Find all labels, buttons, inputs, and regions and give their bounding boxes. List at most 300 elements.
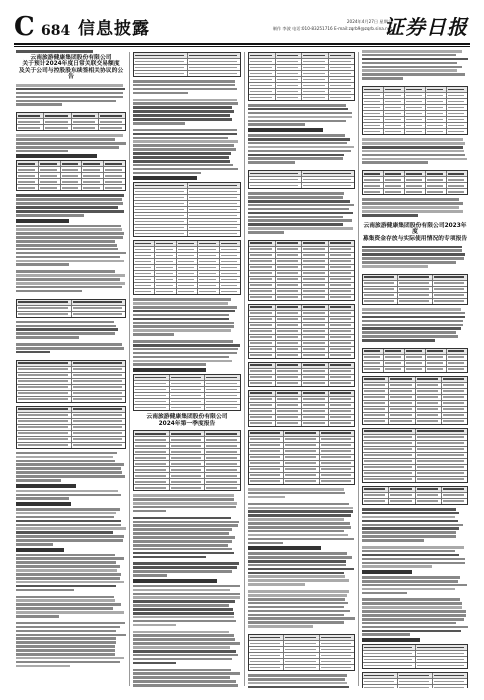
table-cell xyxy=(177,271,198,276)
table-cell xyxy=(363,395,389,400)
subheading-bar xyxy=(248,546,321,550)
table-cell xyxy=(17,413,72,418)
table-cell xyxy=(363,355,384,360)
text-line xyxy=(362,142,465,145)
table-cell xyxy=(363,177,384,182)
table-cell xyxy=(320,455,354,460)
table-cell xyxy=(134,485,170,490)
table-cell xyxy=(389,377,415,382)
table-cell xyxy=(276,59,303,64)
table-cell xyxy=(405,361,426,366)
spacer xyxy=(362,269,468,272)
table-cell xyxy=(249,177,302,182)
table-cell xyxy=(389,401,415,406)
text-line xyxy=(16,516,114,519)
text-line xyxy=(16,225,121,228)
text-line xyxy=(133,498,234,501)
table-cell xyxy=(329,271,355,276)
table-cell xyxy=(249,259,276,264)
table-row xyxy=(249,295,354,300)
table-row xyxy=(17,443,125,448)
text-line xyxy=(133,596,240,599)
text-line xyxy=(133,642,240,645)
text-line xyxy=(16,645,115,648)
text-line xyxy=(362,324,463,327)
text-line xyxy=(133,650,236,653)
table-cell xyxy=(134,283,155,288)
table-cell xyxy=(134,231,188,236)
table-cell xyxy=(384,111,405,116)
table-cell xyxy=(276,353,303,358)
table-cell xyxy=(72,385,126,390)
table-cell xyxy=(17,419,72,424)
text-line xyxy=(362,54,456,57)
spacer xyxy=(362,165,468,168)
table-cell xyxy=(284,473,319,478)
table-cell xyxy=(72,443,126,448)
table-cell xyxy=(249,311,276,316)
table-cell xyxy=(104,167,125,172)
table-cell xyxy=(104,179,125,184)
table-cell xyxy=(416,487,442,492)
table-cell xyxy=(363,183,384,188)
table-cell xyxy=(302,363,329,368)
table-cell xyxy=(276,311,303,316)
text-line xyxy=(133,502,237,505)
text-line xyxy=(248,575,345,578)
table-cell xyxy=(447,87,467,92)
text-line xyxy=(16,194,124,197)
text-line xyxy=(248,598,345,601)
table-cell xyxy=(276,381,303,386)
table-cell xyxy=(249,641,284,646)
table-cell xyxy=(363,465,416,470)
table-cell xyxy=(249,381,276,386)
table-cell xyxy=(17,167,39,172)
table-cell xyxy=(384,349,405,354)
table-cell xyxy=(134,183,188,188)
data-table xyxy=(248,170,355,189)
masthead xyxy=(14,12,470,42)
table-cell xyxy=(134,225,188,230)
table-cell xyxy=(416,441,468,446)
table-cell xyxy=(426,117,447,122)
table-cell xyxy=(249,437,284,442)
table-cell xyxy=(134,399,170,404)
data-table xyxy=(248,362,355,387)
text-line xyxy=(248,161,295,164)
data-table xyxy=(248,390,355,427)
text-line xyxy=(362,146,463,149)
table-cell xyxy=(442,493,467,498)
text-line xyxy=(16,456,113,459)
table-cell xyxy=(276,253,303,258)
table-cell xyxy=(155,271,176,276)
text-line xyxy=(362,154,465,157)
table-cell xyxy=(249,449,284,454)
table-cell xyxy=(249,277,276,282)
table-cell xyxy=(320,635,354,640)
text-line xyxy=(16,206,118,209)
text-line xyxy=(133,333,174,336)
table-cell xyxy=(302,323,329,328)
date-line: 2024年4月27日 星期六 xyxy=(346,19,392,24)
table-cell xyxy=(363,471,416,476)
table-cell xyxy=(99,119,125,124)
text-line xyxy=(362,210,463,213)
table-cell xyxy=(363,453,416,458)
text-line xyxy=(248,212,353,215)
table-cell xyxy=(249,183,302,188)
table-cell xyxy=(329,59,355,64)
table-cell xyxy=(329,71,355,76)
table-cell xyxy=(155,259,176,264)
table-cell xyxy=(72,413,126,418)
text-line xyxy=(248,192,344,195)
table-cell xyxy=(276,329,303,334)
text-line xyxy=(248,579,349,582)
text-line xyxy=(362,62,457,65)
column-3 xyxy=(248,50,355,688)
table-row xyxy=(17,312,125,317)
table-cell xyxy=(276,83,303,88)
table-cell xyxy=(276,241,303,246)
table-cell xyxy=(284,437,319,442)
table-cell xyxy=(17,425,72,430)
data-table xyxy=(362,428,468,483)
table-row xyxy=(363,189,467,194)
text-line xyxy=(133,506,236,509)
text-line xyxy=(248,157,343,160)
text-line xyxy=(362,198,459,201)
table-cell xyxy=(416,645,468,650)
table-cell xyxy=(61,173,83,178)
table-cell xyxy=(134,405,170,410)
table-cell xyxy=(220,241,240,246)
spacer xyxy=(362,343,468,346)
table-cell xyxy=(177,259,198,264)
table-cell xyxy=(134,207,188,212)
table-cell xyxy=(72,119,99,124)
announcement-title-line: 募集资金存放与实际使用情况的专项报告 xyxy=(362,236,468,242)
text-line xyxy=(16,150,68,153)
table-cell xyxy=(329,323,355,328)
text-line xyxy=(362,249,462,252)
table-cell xyxy=(384,93,405,98)
table-cell xyxy=(249,347,276,352)
table-cell xyxy=(302,65,329,70)
text-line xyxy=(248,682,347,685)
text-line xyxy=(248,123,305,126)
text-line xyxy=(133,494,234,497)
text-line xyxy=(16,589,74,592)
table-cell xyxy=(276,295,303,300)
table-cell xyxy=(155,253,176,258)
table-cell xyxy=(384,183,405,188)
text-line xyxy=(362,206,459,209)
text-line xyxy=(133,172,201,175)
table-cell xyxy=(363,287,398,292)
table-cell xyxy=(302,247,329,252)
column-2 xyxy=(133,50,241,688)
table-cell xyxy=(363,383,389,388)
table-cell xyxy=(389,413,415,418)
table-cell xyxy=(329,335,355,340)
text-line xyxy=(248,522,350,525)
table-cell xyxy=(82,173,104,178)
table-cell xyxy=(442,389,467,394)
text-line xyxy=(248,138,350,141)
table-cell xyxy=(416,435,468,440)
text-line xyxy=(362,327,461,330)
table-cell xyxy=(363,679,398,684)
text-line xyxy=(362,520,458,523)
text-line xyxy=(248,594,347,597)
table-cell xyxy=(442,395,467,400)
table-cell xyxy=(188,231,241,236)
text-line xyxy=(16,611,124,614)
data-table xyxy=(248,634,355,671)
text-line xyxy=(362,265,428,268)
data-table xyxy=(133,182,241,237)
announcement-company: 云南旅游健康集团股份有限公司2023年度 xyxy=(363,222,467,236)
text-line xyxy=(248,510,353,513)
subheading-bar xyxy=(362,638,420,642)
table-cell xyxy=(177,253,198,258)
text-line xyxy=(16,248,118,251)
table-cell xyxy=(249,397,276,402)
table-cell xyxy=(426,123,447,128)
table-cell xyxy=(384,123,405,128)
table-cell xyxy=(249,83,276,88)
table-cell xyxy=(205,455,240,460)
text-line xyxy=(133,600,235,603)
table-cell xyxy=(188,201,241,206)
text-line xyxy=(16,512,116,515)
data-table xyxy=(133,240,241,295)
table-cell xyxy=(276,347,303,352)
column-1 xyxy=(16,50,126,688)
table-cell xyxy=(188,225,241,230)
table-cell xyxy=(329,397,355,402)
table-row xyxy=(363,129,467,134)
table-cell xyxy=(177,289,198,294)
text-line xyxy=(133,340,233,343)
table-cell xyxy=(302,71,329,76)
text-line xyxy=(133,593,240,596)
text-line xyxy=(133,676,230,679)
table-cell xyxy=(17,125,44,130)
table-cell xyxy=(416,413,442,418)
table-cell xyxy=(398,275,433,280)
table-cell xyxy=(384,177,405,182)
table-cell xyxy=(155,289,176,294)
text-line xyxy=(16,661,120,664)
table-cell xyxy=(134,189,188,194)
text-line xyxy=(133,329,231,332)
text-line xyxy=(362,77,403,80)
subheading-bar xyxy=(133,368,206,372)
text-line xyxy=(248,564,346,567)
table-cell xyxy=(134,461,170,466)
table-cell xyxy=(276,277,303,282)
table-cell xyxy=(329,247,355,252)
table-cell xyxy=(405,99,426,104)
table-cell xyxy=(177,247,198,252)
table-cell xyxy=(389,407,415,412)
table-cell xyxy=(249,353,276,358)
text-line xyxy=(362,316,465,319)
text-line xyxy=(248,542,283,545)
text-line xyxy=(16,138,115,141)
data-table xyxy=(362,170,468,195)
table-cell xyxy=(72,113,99,118)
table-cell xyxy=(363,419,389,424)
table-cell xyxy=(320,449,354,454)
table-cell xyxy=(17,367,72,372)
text-line xyxy=(16,263,69,266)
text-line xyxy=(16,581,124,584)
table-cell xyxy=(320,443,354,448)
table-cell xyxy=(426,129,447,134)
table-cell xyxy=(302,353,329,358)
table-cell xyxy=(302,403,329,408)
table-cell xyxy=(363,645,416,650)
table-cell xyxy=(447,93,467,98)
table-cell xyxy=(389,389,415,394)
table-cell xyxy=(134,455,170,460)
spacer xyxy=(362,218,468,221)
text-line xyxy=(248,142,347,145)
table-cell xyxy=(72,373,126,378)
table-cell xyxy=(17,113,44,118)
table-cell xyxy=(405,349,426,354)
table-cell xyxy=(155,265,176,270)
text-line xyxy=(133,589,230,592)
table-cell xyxy=(170,393,206,398)
table-cell xyxy=(17,179,39,184)
table-cell xyxy=(17,312,72,317)
table-cell xyxy=(447,177,467,182)
table-cell xyxy=(363,487,389,492)
table-cell xyxy=(416,383,442,388)
text-line xyxy=(16,202,123,205)
data-table xyxy=(133,52,241,77)
table-cell xyxy=(276,305,303,310)
text-line xyxy=(362,320,463,323)
table-cell xyxy=(134,219,188,224)
table-cell xyxy=(249,323,276,328)
announcement-heading xyxy=(362,223,468,243)
table-cell xyxy=(329,363,355,368)
text-line xyxy=(362,584,467,587)
text-line xyxy=(133,616,234,619)
newspaper-logo: 证券日报 xyxy=(384,15,468,39)
table-cell xyxy=(416,401,442,406)
table-cell xyxy=(82,179,104,184)
text-line xyxy=(362,626,468,629)
text-line xyxy=(133,548,232,551)
subheading-bar xyxy=(16,154,97,158)
table-cell xyxy=(302,409,329,414)
table-cell xyxy=(134,265,155,270)
table-row xyxy=(17,397,125,402)
text-line xyxy=(133,566,237,569)
table-cell xyxy=(426,99,447,104)
text-line xyxy=(16,475,125,478)
table-cell xyxy=(329,369,355,374)
announcement-company: 云南旅游健康集团股份有限公司 xyxy=(30,54,112,61)
table-cell xyxy=(72,425,126,430)
table-cell xyxy=(363,499,389,504)
table-row xyxy=(134,231,240,236)
table-row xyxy=(249,665,354,670)
text-line xyxy=(362,592,407,595)
table-cell xyxy=(249,317,276,322)
table-cell xyxy=(442,419,467,424)
text-line xyxy=(16,100,116,103)
text-line xyxy=(133,114,230,117)
table-cell xyxy=(405,367,426,372)
table-cell xyxy=(363,429,416,434)
table-cell xyxy=(99,125,125,130)
table-cell xyxy=(249,403,276,408)
text-line xyxy=(133,570,232,573)
text-line xyxy=(362,576,460,579)
announcement-company: 云南旅游健康集团股份有限公司 xyxy=(146,414,228,421)
table-cell xyxy=(329,65,355,70)
text-line xyxy=(133,348,238,351)
table-cell xyxy=(134,201,188,206)
table-cell xyxy=(302,381,329,386)
text-line xyxy=(362,138,463,141)
table-cell xyxy=(384,361,405,366)
table-row xyxy=(17,185,125,190)
text-line xyxy=(133,84,235,87)
table-cell xyxy=(405,111,426,116)
column-divider xyxy=(129,52,130,686)
table-cell xyxy=(276,403,303,408)
text-line xyxy=(362,618,464,621)
table-cell xyxy=(249,295,276,300)
table-cell xyxy=(249,77,276,82)
table-cell xyxy=(447,189,467,194)
text-line xyxy=(133,133,237,136)
table-cell xyxy=(405,93,426,98)
text-line xyxy=(133,110,234,113)
table-cell xyxy=(249,283,276,288)
table-cell xyxy=(302,171,354,176)
table-cell xyxy=(302,271,329,276)
table-cell xyxy=(220,277,240,282)
table-cell xyxy=(284,467,319,472)
table-cell xyxy=(72,300,126,305)
table-cell xyxy=(416,407,442,412)
text-line xyxy=(362,565,432,568)
text-line xyxy=(133,168,238,171)
table-cell xyxy=(447,361,467,366)
table-cell xyxy=(198,277,219,282)
table-cell xyxy=(363,87,384,92)
text-line xyxy=(248,678,345,681)
text-line xyxy=(133,680,236,683)
table-cell xyxy=(249,289,276,294)
table-cell xyxy=(72,437,126,442)
text-line xyxy=(133,612,234,615)
table-cell xyxy=(249,71,276,76)
announcement-heading xyxy=(16,55,126,81)
text-line xyxy=(16,490,118,493)
